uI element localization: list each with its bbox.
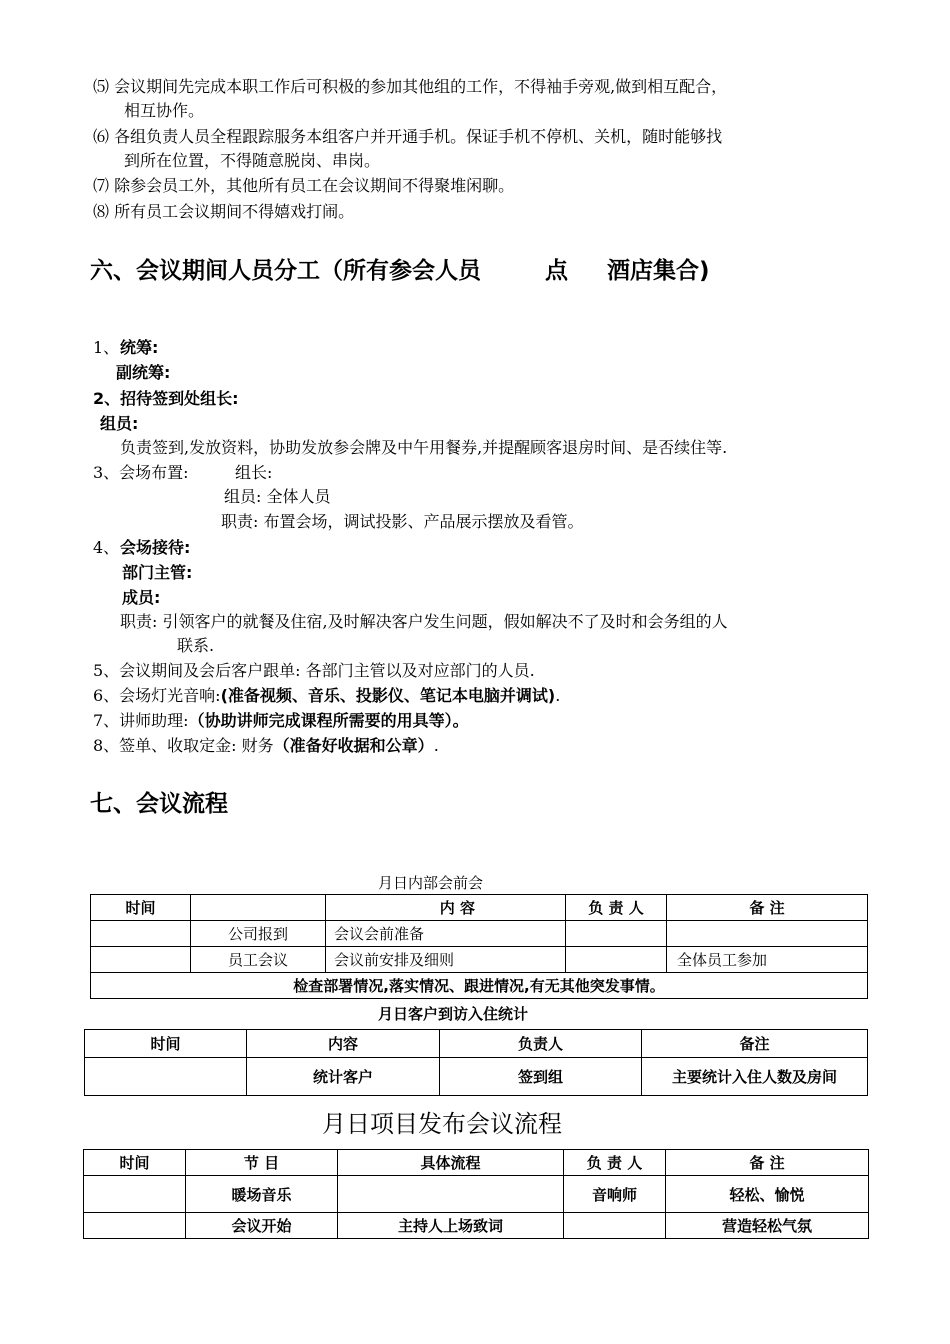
- table3-title: 月日项目发布会议流程: [322, 1110, 562, 1138]
- item7: [93, 710, 469, 732]
- table3-cell: 营造轻松气氛: [666, 1213, 869, 1239]
- item6-detail: (准备视频、音乐、投影仪、笔记本电脑并调试): [220, 686, 556, 705]
- table3-header-row: [84, 1150, 869, 1176]
- item2-members: 组员:: [100, 414, 139, 433]
- table-row: [85, 1058, 868, 1096]
- rule-5-line2: 相互协作。: [124, 101, 205, 120]
- item4-num: 4、: [93, 538, 120, 557]
- table2-header: 内容: [247, 1030, 440, 1058]
- item2-duty: 负责签到,发放资料，协助发放参会牌及中午用餐券,并提醒顾客退房时间、是否续住等.: [120, 438, 728, 457]
- table-row: [84, 1176, 869, 1213]
- item5: 5、会议期间及会后客户跟单: 各部门主管以及对应部门的人员.: [93, 661, 535, 680]
- item6-label: 6、会场灯光音响:: [93, 686, 221, 705]
- section7-title: 七、会议流程: [90, 791, 228, 817]
- rule-7: ⑺ 除参会员工外，其他所有员工在会议期间不得聚堆闲聊。: [93, 176, 515, 195]
- item4-duty-line2: 联系.: [177, 636, 215, 655]
- table1-cell: [91, 947, 191, 973]
- table2-header-row: [85, 1030, 868, 1058]
- table3-cell: [564, 1213, 666, 1239]
- table3-header: 负 责 人: [564, 1150, 666, 1176]
- table1-cell: [667, 921, 868, 947]
- table1-cell: 全体员工参加: [667, 947, 868, 973]
- item8: [93, 735, 439, 757]
- table1-caption: 月日内部会前会: [378, 874, 484, 892]
- table1-header: 内 容: [326, 895, 566, 921]
- item3-members: 组员: 全体人员: [224, 487, 331, 506]
- table2-cell: [85, 1058, 247, 1096]
- table1-cell: 员工会议: [191, 947, 326, 973]
- rule-5-line1: ⑸ 会议期间先完成本职工作后可积极的参加其他组的工作，不得袖手旁观,做到相互配合，: [93, 77, 728, 96]
- table1-footer-row: [91, 973, 868, 999]
- table2-cell: 主要统计入住人数及房间: [642, 1058, 868, 1096]
- section6-title-b: 点: [545, 258, 568, 284]
- table3-cell: [84, 1176, 186, 1213]
- item8-detail: （准备好收据和公章）: [273, 736, 434, 755]
- item4-manager: 部门主管:: [122, 563, 193, 582]
- table3-cell: 音响师: [564, 1176, 666, 1213]
- table1-cell: 会议前安排及细则: [326, 947, 566, 973]
- table1-header: [191, 895, 326, 921]
- table3-header: 备 注: [666, 1150, 869, 1176]
- table3: [83, 1149, 869, 1239]
- item3-leader: 组长:: [235, 463, 273, 482]
- item7-detail: （协助讲师完成课程所需要的用具等）。: [188, 711, 469, 730]
- item7-label: 7、讲师助理:: [93, 711, 189, 730]
- table1-cell: 会议会前准备: [326, 921, 566, 947]
- table3-header: 时间: [84, 1150, 186, 1176]
- rule-8: ⑻ 所有员工会议期间不得嬉戏打闹。: [93, 202, 355, 221]
- table3-cell: 会议开始: [186, 1213, 338, 1239]
- table1-cell: [566, 947, 667, 973]
- table2-caption: 月日客户到访入住统计: [378, 1005, 529, 1023]
- table3-cell: 主持人上场致词: [338, 1213, 564, 1239]
- table3-cell: [338, 1176, 564, 1213]
- item2-label: 2、招待签到处组长:: [93, 389, 239, 408]
- item4-members: 成员:: [122, 588, 161, 607]
- item8-label: 8、签单、收取定金: 财务: [93, 736, 274, 755]
- item1-sub: 副统筹:: [116, 363, 171, 382]
- table1-cell: [566, 921, 667, 947]
- item8-end: .: [433, 736, 439, 755]
- table2-cell: 统计客户: [247, 1058, 440, 1096]
- table-row: [91, 921, 868, 947]
- table1-footer: 检查部署情况,落实情况、跟进情况,有无其他突发事情。: [91, 973, 868, 999]
- table2-header: 时间: [85, 1030, 247, 1058]
- section6-title-a: 六、会议期间人员分工（所有参会人员: [90, 258, 481, 284]
- table2-header: 备注: [642, 1030, 868, 1058]
- table3-cell: 轻松、愉悦: [666, 1176, 869, 1213]
- table-row: [84, 1213, 869, 1239]
- item4-label: 会场接待:: [120, 538, 191, 557]
- table2: [84, 1029, 868, 1096]
- rule-6-line1: ⑹ 各组负责人员全程跟踪服务本组客户并开通手机。保证手机不停机、关机，随时能够找: [93, 127, 723, 146]
- item1-num: 1、: [93, 338, 120, 357]
- table-row: [91, 947, 868, 973]
- item3-duty: 职责: 布置会场，调试投影、产品展示摆放及看管。: [221, 512, 584, 531]
- item6: [93, 685, 560, 707]
- item3-label: 3、会场布置:: [93, 463, 189, 482]
- table3-header: 具体流程: [338, 1150, 564, 1176]
- rule-6-line2: 到所在位置，不得随意脱岗、串岗。: [124, 151, 381, 170]
- item1-label: 统筹:: [120, 338, 159, 357]
- table3-cell: [84, 1213, 186, 1239]
- table1-header: 备 注: [667, 895, 868, 921]
- item4-duty-line1: 职责: 引领客户的就餐及住宿,及时解决客户发生问题，假如解决不了及时和会务组的人: [120, 612, 728, 631]
- table1-header: 时间: [91, 895, 191, 921]
- table1-cell: [91, 921, 191, 947]
- table1-cell: 公司报到: [191, 921, 326, 947]
- table1-header: 负 责 人: [566, 895, 667, 921]
- table2-cell: 签到组: [440, 1058, 642, 1096]
- item6-end: .: [555, 686, 561, 705]
- table1-header-row: [91, 895, 868, 921]
- table1: [90, 894, 868, 999]
- section6-title-c: 酒店集合): [607, 258, 710, 284]
- table3-header: 节 目: [186, 1150, 338, 1176]
- table2-header: 负责人: [440, 1030, 642, 1058]
- table3-cell: 暖场音乐: [186, 1176, 338, 1213]
